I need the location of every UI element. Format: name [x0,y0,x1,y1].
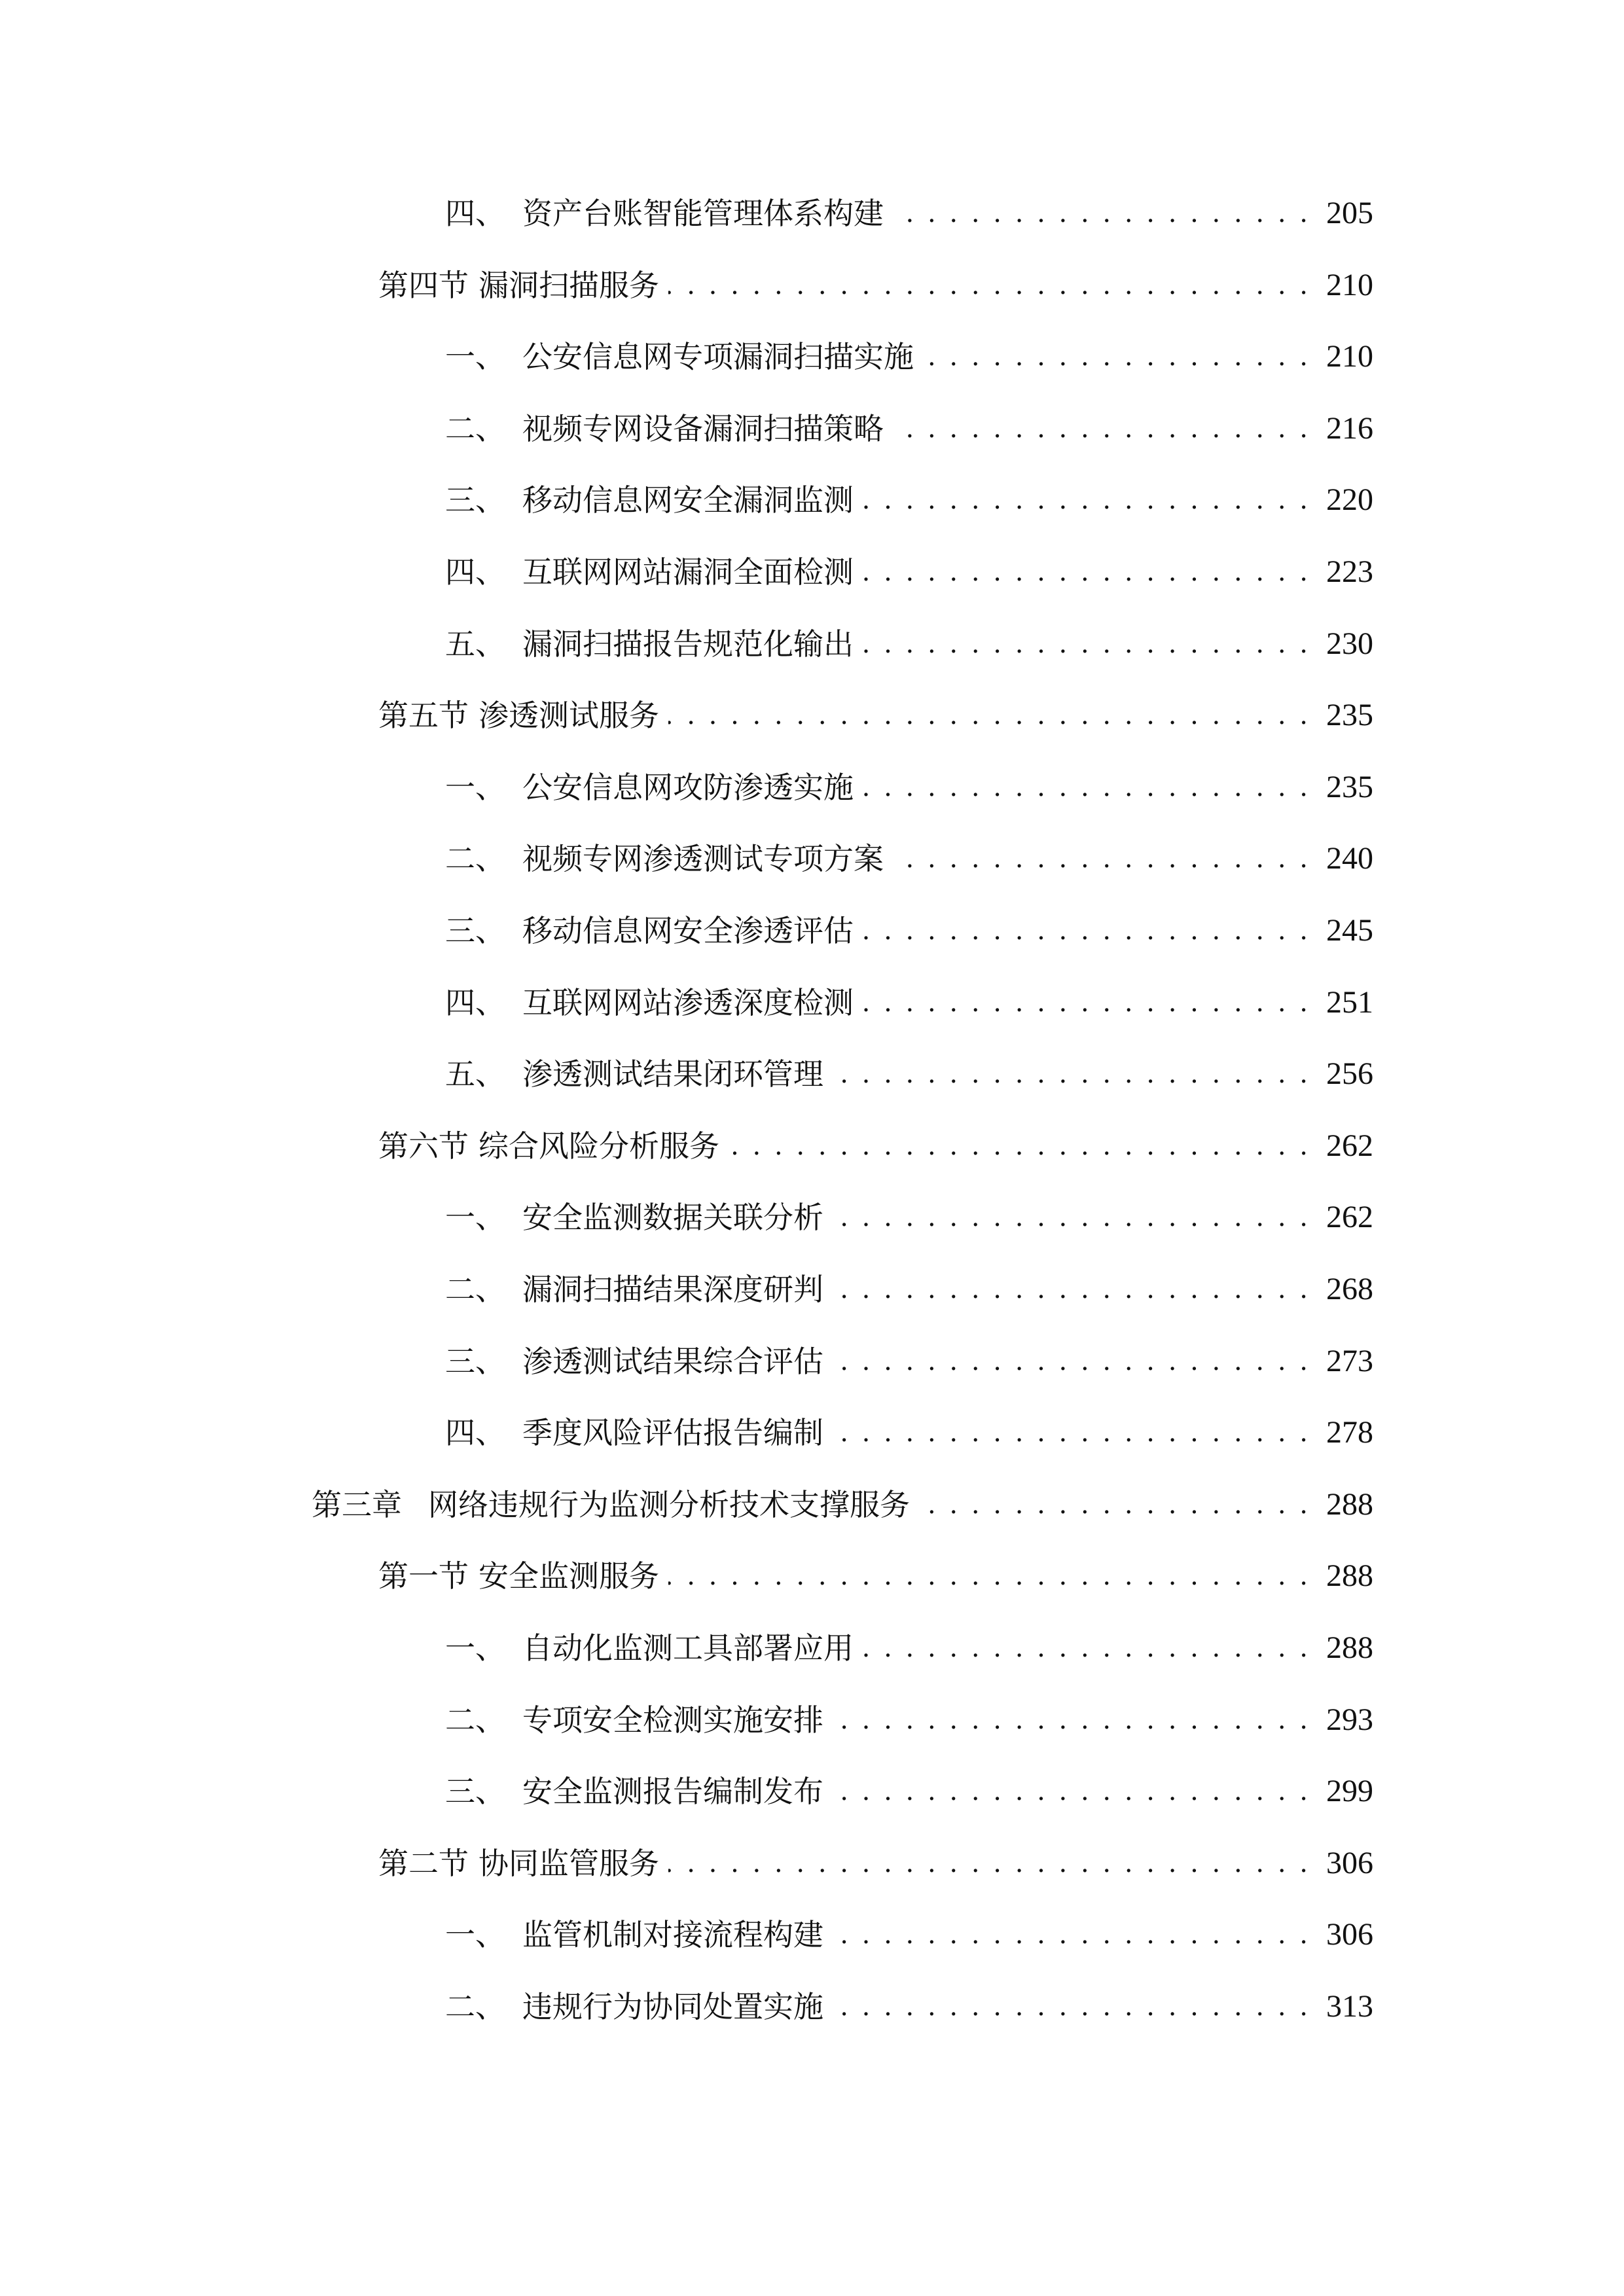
toc-dot-leader [833,1263,1310,1316]
toc-entry-page-number: 230 [1326,626,1373,661]
toc-entry-title: 公安信息网专项漏洞扫描实施 [522,339,914,374]
toc-entry-item[interactable] [445,833,1373,885]
toc-dot-leader [833,1335,1310,1388]
toc-entry-number: 五、 [445,626,505,662]
toc-dot-leader [833,1694,1310,1746]
toc-entry-item[interactable] [445,761,1373,814]
toc-entry-number: 二、 [445,411,505,446]
toc-dot-leader [863,474,1310,526]
toc-dot-leader [893,833,1310,885]
toc-entry-number: 二、 [445,1989,505,2024]
toc-dot-leader [729,1120,1310,1172]
toc-entry-number: 二、 [445,1272,505,1307]
toc-entry-number: 一、 [445,1630,505,1666]
toc-entry-title: 公安信息网攻防渗透实施 [522,770,854,805]
toc-dot-leader [863,977,1310,1029]
toc-entry-page-number: 278 [1326,1415,1373,1450]
toc-entry-number: 三、 [445,1774,505,1809]
toc-entry-title: 专项安全检测实施安排 [522,1702,823,1738]
toc-entry-page-number: 262 [1326,1200,1373,1234]
toc-dot-leader [833,1048,1310,1100]
toc-entry-title: 季度风险评估报告编制 [522,1415,823,1450]
toc-entry-page-number: 256 [1326,1056,1373,1091]
toc-entry-page-number: 262 [1326,1128,1373,1163]
toc-entry-title: 网络违规行为监测分析技术支撑服务 [428,1487,910,1522]
toc-entry-number: 四、 [445,985,505,1020]
toc-entry-page-number: 288 [1326,1487,1373,1522]
toc-entry-page-number: 268 [1326,1272,1373,1306]
toc-entry-page-number: 235 [1326,698,1373,732]
toc-dot-leader [833,1407,1310,1459]
toc-entry-number: 三、 [445,913,505,948]
toc-dot-leader [893,187,1310,240]
toc-entry-title: 互联网网站漏洞全面检测 [522,554,854,590]
toc-entry-title: 监管机制对接流程构建 [522,1917,823,1952]
toc-entry-page-number: 273 [1326,1344,1373,1378]
toc-entry-title: 综合风险分析服务 [478,1128,719,1164]
toc-entry-page-number: 205 [1326,196,1373,230]
toc-entry-page-number: 210 [1326,339,1373,374]
toc-entry-number: 四、 [445,1415,505,1450]
toc-entry-item[interactable] [445,187,1373,240]
toc-dot-leader [863,1622,1310,1674]
toc-entry-number: 一、 [445,339,505,374]
toc-entry-item[interactable] [445,1694,1373,1746]
toc-entry-item[interactable] [445,905,1373,957]
toc-entry-number: 第六节 [378,1128,469,1164]
toc-entry-title: 协同监管服务 [478,1846,659,1881]
toc-entry-page-number: 235 [1326,770,1373,804]
toc-dot-leader [833,1191,1310,1244]
toc-entry-item[interactable] [445,1335,1373,1388]
toc-dot-leader [893,403,1310,455]
toc-dot-leader [919,1479,1310,1531]
toc-entry-page-number: 220 [1326,482,1373,517]
toc-entry-title: 渗透测试结果综合评估 [522,1344,823,1379]
toc-entry-item[interactable] [445,1909,1373,1961]
toc-entry-section[interactable] [378,1550,1373,1602]
toc-entry-title: 视频专网设备漏洞扫描策略 [522,411,884,446]
toc-entry-number: 第二节 [378,1846,469,1881]
toc-entry-number: 第五节 [378,698,469,733]
toc-entry-section[interactable] [378,689,1373,742]
toc-entry-title: 互联网网站渗透深度检测 [522,985,854,1020]
toc-entry-number: 五、 [445,1056,505,1092]
toc-entry-title: 安全监测服务 [478,1558,659,1594]
toc-entry-page-number: 251 [1326,985,1373,1020]
toc-entry-title: 安全监测报告编制发布 [522,1774,823,1809]
toc-entry-item[interactable] [445,1981,1373,2033]
toc-entry-title: 漏洞扫描结果深度研判 [522,1272,823,1307]
toc-entry-item[interactable] [445,1622,1373,1674]
toc-entry-item[interactable] [445,1407,1373,1459]
toc-entry-title: 自动化监测工具部署应用 [522,1630,854,1666]
toc-entry-page-number: 288 [1326,1558,1373,1593]
toc-entry-item[interactable] [445,331,1373,383]
toc-entry-page-number: 306 [1326,1917,1373,1952]
toc-entry-page-number: 288 [1326,1630,1373,1665]
toc-entry-title: 移动信息网安全渗透评估 [522,913,854,948]
toc-entry-number: 三、 [445,482,505,518]
toc-entry-number: 一、 [445,1200,505,1235]
toc-dot-leader [833,1981,1310,2033]
toc-entry-item[interactable] [445,403,1373,455]
toc-entry-title: 安全监测数据关联分析 [522,1200,823,1235]
toc-dot-leader [668,1837,1310,1890]
toc-dot-leader [863,761,1310,814]
toc-entry-item[interactable] [445,618,1373,670]
toc-entry-number: 第四节 [378,268,469,303]
toc-entry-number: 一、 [445,770,505,805]
toc-entry-item[interactable] [445,1263,1373,1316]
toc-entry-page-number: 306 [1326,1846,1373,1880]
toc-entry-title: 漏洞扫描服务 [478,268,659,303]
toc-entry-chapter[interactable] [312,1479,1373,1531]
toc-entry-number: 四、 [445,554,505,590]
toc-entry-number: 二、 [445,841,505,876]
toc-entry-page-number: 313 [1326,1989,1373,2024]
toc-entry-page-number: 240 [1326,841,1373,876]
toc-entry-title: 违规行为协同处置实施 [522,1989,823,2024]
toc-dot-leader [833,1909,1310,1961]
toc-entry-section[interactable] [378,259,1373,312]
toc-entry-page-number: 210 [1326,268,1373,302]
toc-dot-leader [668,1550,1310,1602]
toc-dot-leader [668,689,1310,742]
toc-entry-number: 第一节 [378,1558,469,1594]
toc-entry-item[interactable] [445,1765,1373,1818]
toc-entry-title: 渗透测试结果闭环管理 [522,1056,823,1092]
toc-entry-page-number: 245 [1326,913,1373,948]
toc-entry-item[interactable] [445,977,1373,1029]
toc-entry-section[interactable] [378,1120,1373,1172]
toc-entry-title: 视频专网渗透测试专项方案 [522,841,884,876]
toc-dot-leader [668,259,1310,312]
toc-entry-item[interactable] [445,546,1373,598]
toc-entry-number: 第三章 [312,1487,402,1522]
toc-entry-number: 二、 [445,1702,505,1738]
toc-dot-leader [833,1765,1310,1818]
toc-dot-leader [863,546,1310,598]
toc-entry-page-number: 293 [1326,1702,1373,1737]
toc-dot-leader [863,905,1310,957]
toc-entry-page-number: 223 [1326,554,1373,589]
toc-entry-number: 四、 [445,196,505,231]
toc-entry-page-number: 299 [1326,1774,1373,1808]
toc-entry-page-number: 216 [1326,411,1373,446]
toc-dot-leader [863,618,1310,670]
toc-entry-title: 资产台账智能管理体系构建 [522,196,884,231]
toc-entry-section[interactable] [378,1837,1373,1890]
toc-entry-title: 移动信息网安全漏洞监测 [522,482,854,518]
toc-entry-title: 渗透测试服务 [478,698,659,733]
toc-entry-item[interactable] [445,474,1373,526]
toc-dot-leader [923,331,1310,383]
toc-entry-number: 一、 [445,1917,505,1952]
toc-entry-title: 漏洞扫描报告规范化输出 [522,626,854,662]
toc-entry-item[interactable] [445,1191,1373,1244]
toc-entry-number: 三、 [445,1344,505,1379]
toc-entry-item[interactable] [445,1048,1373,1100]
